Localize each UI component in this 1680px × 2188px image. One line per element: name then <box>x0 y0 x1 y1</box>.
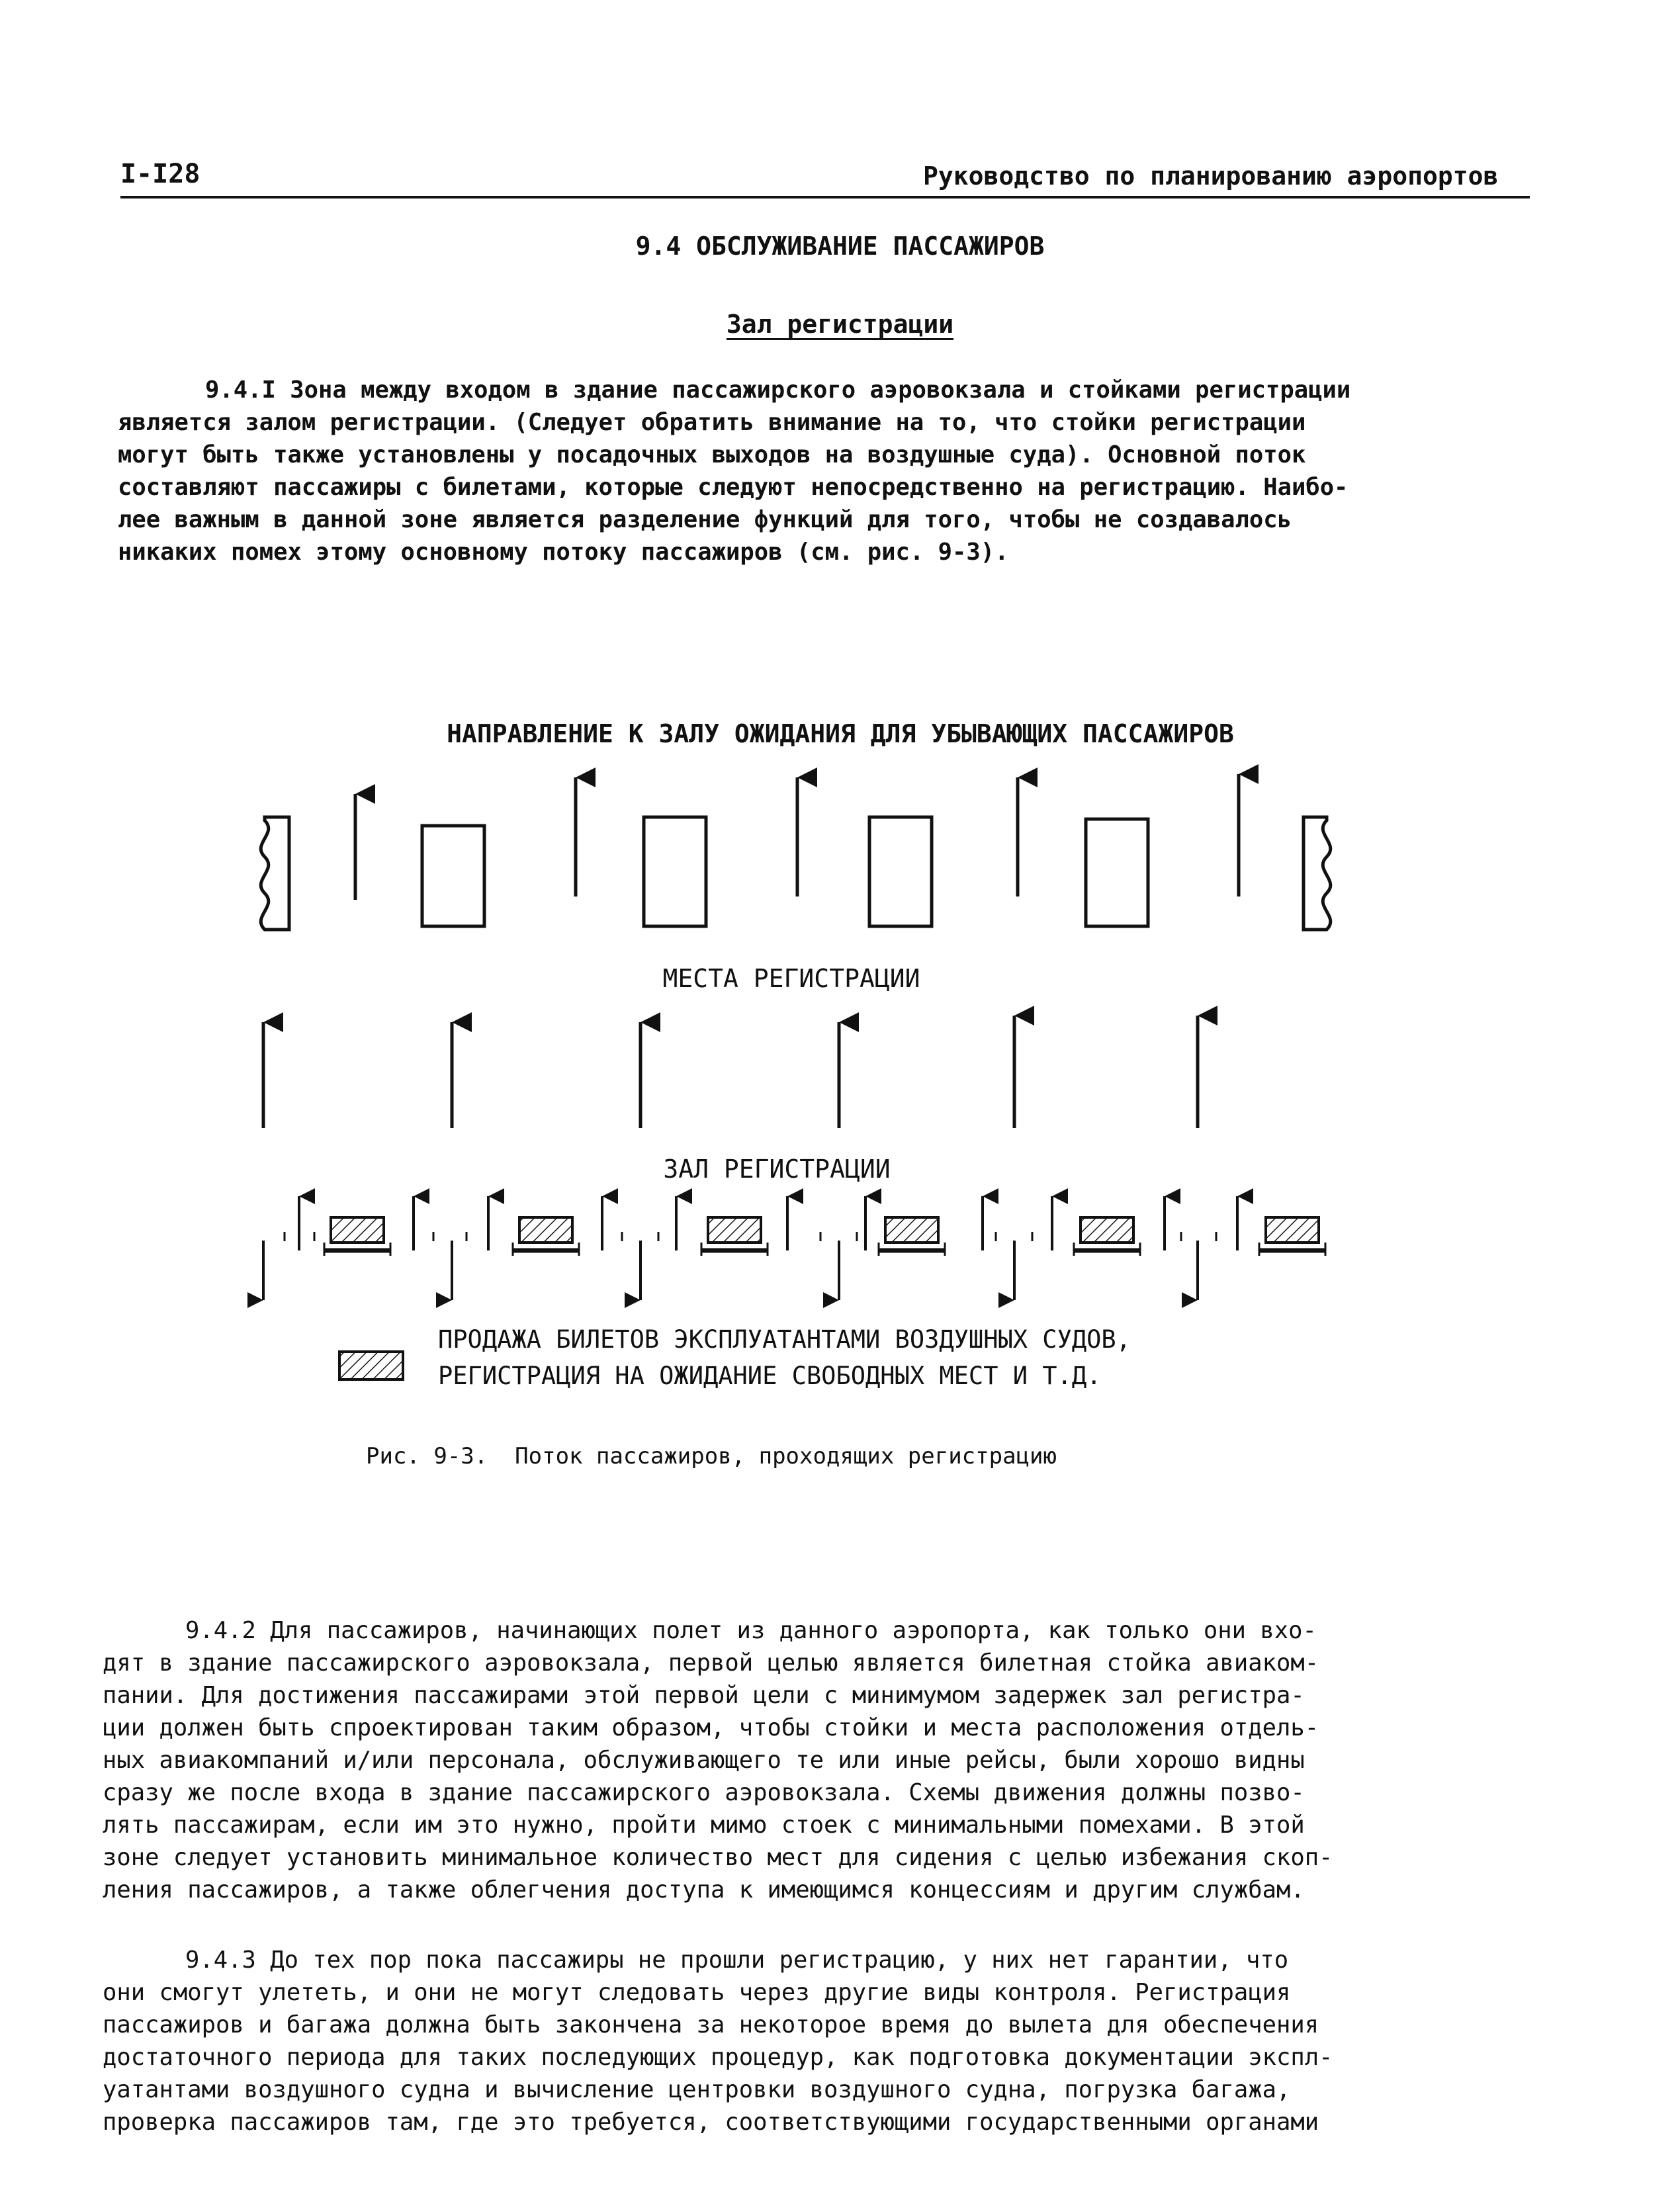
legend-text-line-1: ПРОДАЖА БИЛЕТОВ ЭКСПЛУАТАНТАМИ ВОЗДУШНЫХ СУДОВ, <box>438 1325 1131 1354</box>
running-title: Руководство по планированию аэропортов <box>923 161 1499 191</box>
check-in-counter <box>644 817 706 926</box>
text-line: никаких помех этому основному потоку пассажиров (см. рис. 9-3). <box>118 539 1009 566</box>
text-line: лять пассажирам, если им это нужно, пройти мимо стоек с минимальными помехами. В этой <box>103 1812 1305 1839</box>
text-line: проверка пассажиров там, где это требуется, соответствующими государственными органами <box>103 2109 1319 2136</box>
ticket-desk-hatched <box>1081 1217 1133 1243</box>
paragraph-9-4-3 <box>103 1944 1492 2138</box>
text-line: они смогут улететь, и они не могут следовать через другие виды контроля. Регистрация <box>103 1979 1291 2006</box>
legend-hatch-swatch <box>339 1352 403 1379</box>
legend-text-line-2: РЕГИСТРАЦИЯ НА ОЖИДАНИЕ СВОБОДНЫХ МЕСТ И Т.Д. <box>438 1362 1102 1390</box>
ticket-desk-hatched <box>1266 1217 1319 1243</box>
check-in-counter <box>422 826 484 926</box>
figure-label-bottom: ЗАЛ РЕГИСТРАЦИИ <box>663 1155 891 1184</box>
ticket-desks-row <box>263 1196 1325 1300</box>
wall-right <box>1304 817 1331 930</box>
ticket-desk-hatched <box>885 1217 938 1243</box>
text-line: 9.4.3 До тех пор пока пассажиры не прошли регистрацию, у них нет гарантии, что <box>185 1947 1289 1974</box>
text-line: ления пассажиров, а также облегчения доступа к имеющимся концессиям и другим службам. <box>103 1876 1305 1904</box>
text-line: могут быть также установлены у посадочных выходов на воздушные суда). Основной поток <box>118 441 1306 468</box>
arrows-to-departure-lounge <box>355 774 1239 900</box>
text-line: дят в здание пассажирского аэровокзала, первой целью является билетная стойка авиаком- <box>103 1649 1319 1677</box>
ticket-desk-hatched <box>519 1217 572 1243</box>
figure-label-top: НАПРАВЛЕНИЕ К ЗАЛУ ОЖИДАНИЯ ДЛЯ УБЫВАЮЩИХ ПАССАЖИРОВ <box>447 719 1234 748</box>
page-number: I-I28 <box>120 159 200 189</box>
check-in-counter <box>869 817 932 926</box>
text-line: пании. Для достижения пассажирами этой первой цели с минимумом задержек зал регистра- <box>103 1682 1305 1709</box>
text-line: 9.4.I Зона между входом в здание пассажирского аэровокзала и стойками регистрации <box>205 376 1351 404</box>
text-line: пассажиров и багажа должна быть закончена за некоторое время до вылета для обеспечения <box>103 2011 1319 2038</box>
text-line: сразу же после входа в здание пассажирского аэровокзала. Схемы движения должны позво- <box>103 1779 1305 1806</box>
ticket-desk-hatched <box>708 1217 761 1243</box>
figure-caption: Рис. 9-3. Поток пассажиров, проходящих регистрацию <box>366 1443 1057 1469</box>
check-in-counter <box>1086 819 1148 926</box>
wall-left <box>261 817 289 930</box>
text-line: 9.4.2 Для пассажиров, начинающих полет из данного аэропорта, как только они вхо- <box>185 1617 1317 1644</box>
text-line: ных авиакомпаний и/или персонала, обслуживающего те или иные рейсы, были хорошо видны <box>103 1747 1305 1774</box>
section-title: 9.4 ОБСЛУЖИВАНИЕ ПАССАЖИРОВ <box>635 232 1045 261</box>
ticket-desk-hatched <box>331 1217 384 1243</box>
subtitle-text: Зал регистрации <box>726 310 954 339</box>
figure-label-middle: МЕСТА РЕГИСТРАЦИИ <box>662 964 920 993</box>
text-line: ции должен быть спроектирован таким образом, чтобы стойки и места расположения отдель- <box>103 1714 1319 1741</box>
text-line: составляют пассажиры с билетами, которые следуют непосредственно на регистрацию. Наибо- <box>118 474 1348 501</box>
text-line: является залом регистрации. (Следует обратить внимание на то, что стойки регистрации <box>118 409 1306 436</box>
text-line: достаточного периода для таких последующих процедур, как подготовка документации экспл- <box>103 2044 1333 2071</box>
paragraph-9-4-2 <box>103 1614 1492 1906</box>
arrows-to-check-in <box>263 1016 1198 1128</box>
text-line: зоне следует установить минимальное количество мест для сидения с целью избежания скоп- <box>103 1844 1333 1871</box>
text-line: лее важным в данной зоне является разделение функций для того, чтобы не создавалось <box>118 506 1292 533</box>
text-line: уатантами воздушного судна и вычисление центровки воздушного судна, погрузка багажа, <box>103 2076 1291 2103</box>
